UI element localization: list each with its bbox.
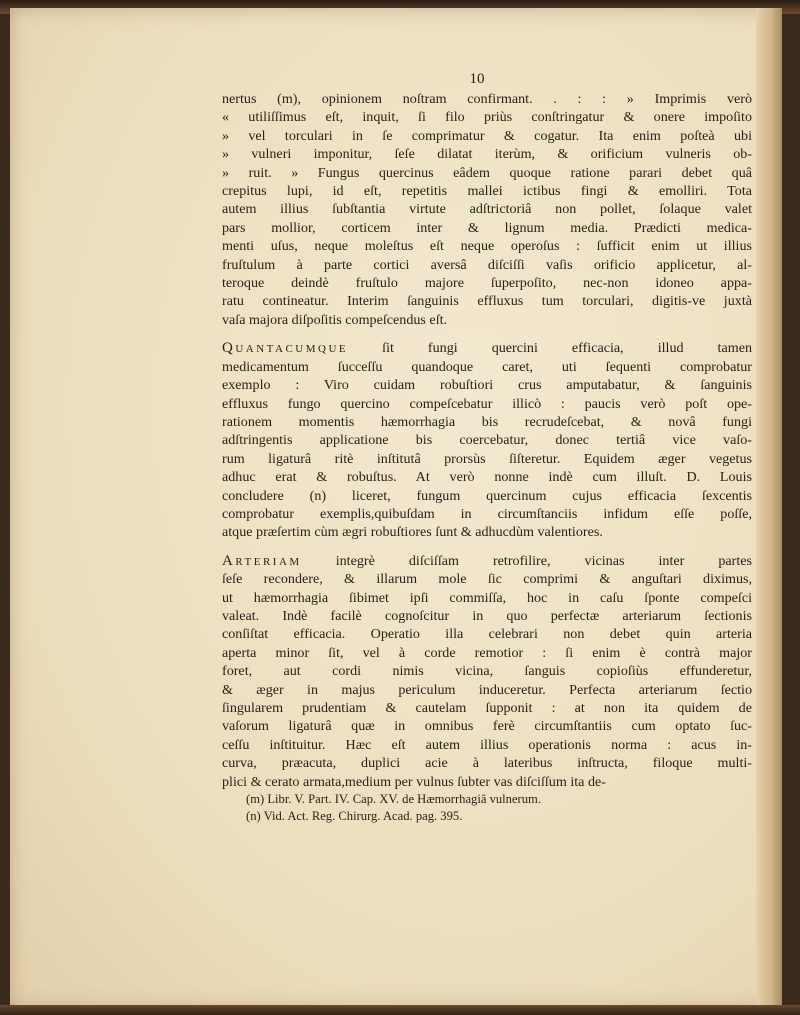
text-line: ceſſu inſtituitur. Hæc eſt autem illius operationis norma : acus in-	[222, 736, 752, 753]
text-line: medicamentum ſucceſſu quandoque caret, uti ſequenti comprobatur	[222, 358, 752, 375]
footnotes	[222, 791, 752, 825]
text-line: vaſa majora diſpoſitis compeſcendus eſt.	[222, 311, 448, 328]
text-line: exemplo : Viro cuidam robuſtiori crus amputabatur, & ſanguinis	[222, 377, 752, 394]
text-line: « utiliſſimus eſt, inquit, ſi filo priùs conſtringatur & onere impoſito	[222, 109, 752, 126]
text-line: foret, aut cordi nimis vicina, ſanguis copioſiùs effunderetur,	[222, 663, 752, 680]
paragraph-gap	[222, 329, 752, 339]
text-line: autem illius ſubſtantia virtute adſtrictoriâ non pollet, ſolaque valet	[222, 201, 752, 218]
text-line: adhuc erat & robuſtus. At verò nonne indè cum illuſt. D. Louis	[222, 469, 752, 486]
text-line: » ruit. » Fungus quercinus eâdem quoque ratione parari debet quâ	[222, 164, 752, 181]
text-line	[222, 339, 752, 357]
text-line: ſingularem prudentiam & cautelam ſupponit : at non ita quidem de	[222, 700, 752, 716]
text-line: effluxus fungo quercino compeſcebatur illicò : paucis verò poſt ope-	[222, 395, 752, 412]
page-text-block	[222, 70, 752, 825]
footnote: (m) Libr. V. Part. IV. Cap. XV. de Hæmorrhagiâ vulnerum.	[246, 792, 541, 807]
paragraph-3	[222, 552, 752, 791]
paragraph-2	[222, 339, 752, 541]
text-line: curva, præacuta, duplici acie à lateribus inſtructa, filoque multi-	[222, 755, 752, 772]
text-line: rum ligaturâ ritè inſtitutâ prorsùs ſiſteretur. Equidem æger vegetus	[222, 450, 752, 467]
text-line: vaſorum ligaturâ quæ in omnibus ferè circumſtantiis cum optato ſuc-	[222, 718, 752, 735]
small-caps-lead: Arteriam	[222, 552, 302, 569]
line-text: integrè diſciſſam retrofilire, vicinas inter partes	[301, 552, 752, 569]
footnote: (n) Vid. Act. Reg. Chirurg. Acad. pag. 395.	[246, 809, 463, 824]
text-line: ratu contineatur. Interim ſanguinis effluxus tum torculari, digitis-ve juxtà	[222, 293, 752, 310]
small-caps-lead: Quantacumque	[222, 340, 349, 357]
paragraph-gap	[222, 542, 752, 552]
text-line: conſiſtat efficacia. Operatio illa celebrari non debet quin arteria	[222, 626, 752, 643]
text-line: » vulneri imponitur, ſeſe dilatat iterùm, & orificium vulneris ob-	[222, 146, 752, 163]
text-line: aperta minor ſit, vel à corde remotior : ſi enim è contrà major	[222, 644, 752, 661]
book-bottom-edge	[0, 1005, 800, 1015]
text-line: menti uſus, neque moleſtus eſt neque operoſus : ſufficit enim ut illius	[222, 238, 752, 255]
page-number: 10	[469, 71, 485, 87]
text-line: ſeſe recondere, & illarum mole ſic comprimi & anguſtari diximus,	[222, 571, 752, 588]
paragraph-1	[222, 90, 752, 329]
text-line: fruſtulum à parte cortici aversâ diſciſſi vaſis orificio applicetur, al-	[222, 256, 752, 273]
text-line: » vel torculari in ſe comprimatur & cogatur. Ita enim poſteà ubi	[222, 127, 752, 144]
text-line: comprobatur exemplis,quibuſdam in circumſtanciis infidum eſſe poſſe,	[222, 505, 752, 522]
text-line: plici & cerato armata,medium per vulnus ſubter vas diſciſſum ita de-	[222, 773, 606, 790]
text-line: & æger in majus periculum induceretur. Perfecta arteriarum ſectio	[222, 681, 752, 698]
text-line: atque præſertim cùm ægri robuſtiores ſunt & adhucdùm valentiores.	[222, 524, 603, 541]
text-line: valeat. Indè facilè cognoſcitur in quo perfectæ arteriarum ſectionis	[222, 607, 752, 624]
text-line: rationem momentis hæmorrhagia bis recrudeſcebat, & novâ fungi	[222, 413, 752, 430]
text-line: crepitus lupi, id eſt, repetitis mallei ictibus fingi & emolliri. Tota	[222, 183, 752, 200]
page-gutter-shadow	[756, 8, 782, 1008]
text-line: adſtringentis applicatione bis coercebatur, donec tertiâ vice vaſo-	[222, 432, 752, 449]
text-line: nertus (m), opinionem noſtram confirmant. . : : » Imprimis verò	[222, 91, 752, 107]
text-line	[222, 552, 752, 570]
text-line: pars mollior, corticem inter & lignum media. Prædicti medica-	[222, 219, 752, 236]
text-line: ut hæmorrhagia ſibimet ipſi commiſſa, hoc in caſu ſponte compeſci	[222, 589, 752, 606]
text-line: concludere (n) liceret, fungum quercinum cujus efficacia ſexcentis	[222, 487, 752, 504]
text-line: teroque deindè fruſtulo majore ſuperpoſito, nec-non idoneo appa-	[222, 275, 752, 292]
line-text: ſit fungi quercini efficacia, illud tamen	[348, 340, 752, 357]
